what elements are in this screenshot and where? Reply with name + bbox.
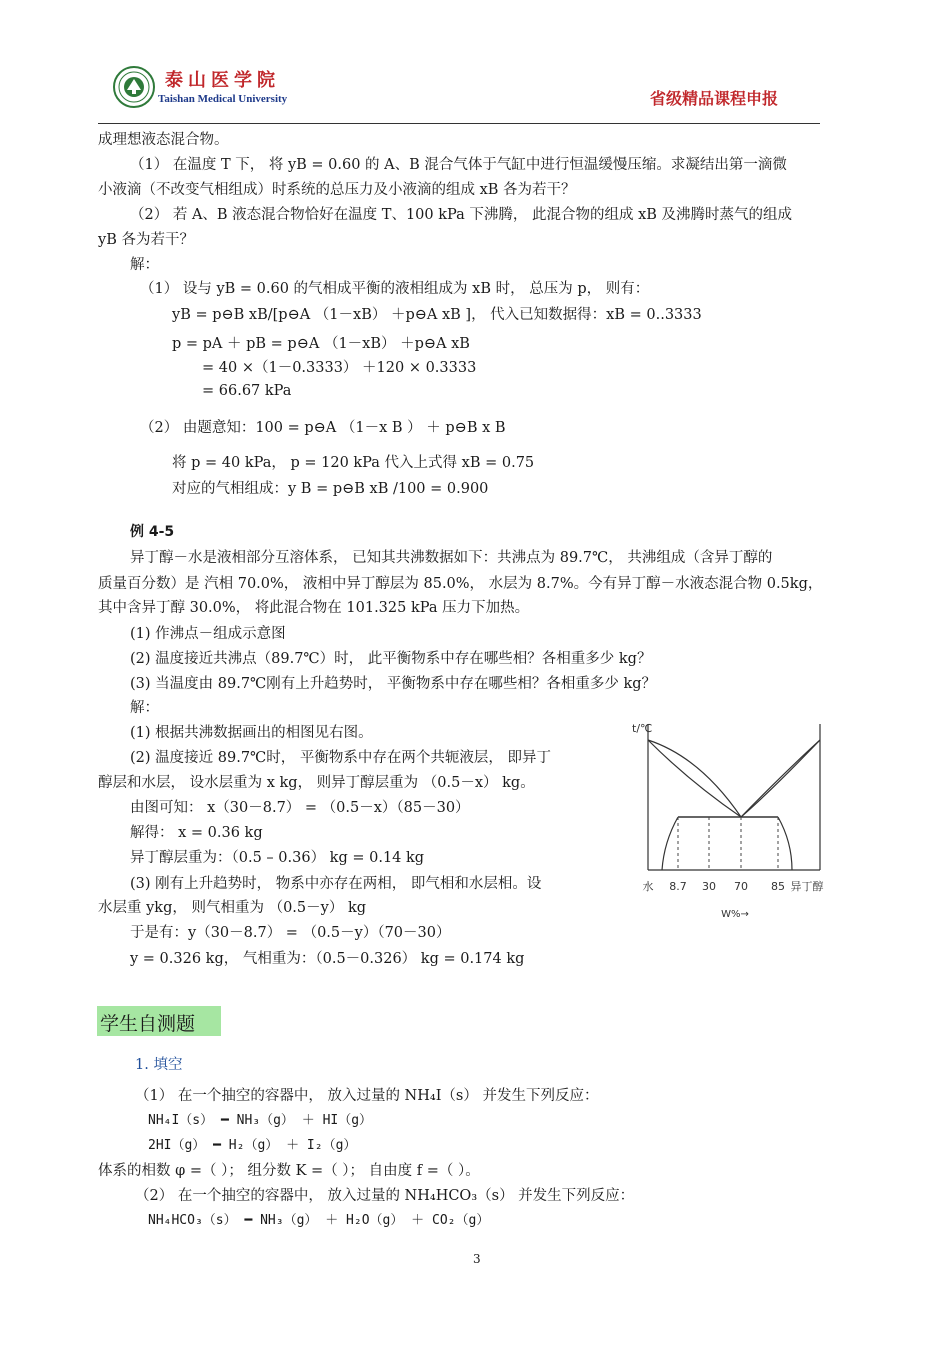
phase-diagram bbox=[620, 712, 830, 932]
body-line: （1） 设与 yB = 0.60 的气相成平衡的液相组成为 xB 时， 总压为 p， 则有： bbox=[140, 281, 650, 297]
x-tick-label: 85 bbox=[771, 880, 785, 893]
logo-emblem-icon bbox=[113, 66, 155, 108]
example-line: 质量百分数）是 汽相 70.0%， 液相中异丁醇层为 85.0%， 水层为 8.7%。今有异丁醇－水液态混合物 0.5kg， bbox=[98, 576, 823, 592]
section-title: 学生自测题 bbox=[100, 1013, 196, 1035]
body-line: 将 p = 40 kPa， p = 120 kPa 代入上式得 xB = 0.75 bbox=[172, 455, 535, 471]
example-line: y = 0.326 kg， 气相重为：（0.5－0.326） kg = 0.174 kg bbox=[130, 951, 525, 967]
bubble-curve-left bbox=[648, 740, 741, 817]
example-line: 解： bbox=[130, 700, 159, 716]
x-tick-label: 30 bbox=[702, 880, 716, 893]
x-tick-label: 8.7 bbox=[669, 880, 687, 893]
reaction-line: NH₄HCO₃（s） ━ NH₃（g） ＋ H₂O（g） ＋ CO₂（g） bbox=[148, 1213, 490, 1228]
page-number: 3 bbox=[473, 1252, 481, 1266]
reaction-line: 2HI（g） ━ H₂（g） ＋ I₂（g） bbox=[148, 1138, 357, 1153]
header-rule bbox=[98, 123, 820, 124]
body-line: 成理想液态混合物。 bbox=[98, 132, 229, 148]
example-line: (2) 温度接近共沸点（89.7℃）时， 此平衡物系中存在哪些相？各相重多少 kg？ bbox=[130, 651, 652, 667]
body-line: yB 各为若干？ bbox=[98, 232, 194, 248]
x-tick-label: 异丁醇 bbox=[790, 880, 824, 893]
equation-line: yB = p⊖B xB/[p⊖A （1－xB） ＋p⊖A xB ]， 代入已知数据得：xB = 0..3333 bbox=[172, 307, 702, 323]
body-line: （1） 在温度 T 下， 将 yB = 0.60 的 A、B 混合气体于气缸中进行恒温缓慢压缩。求凝结出第一滴微 bbox=[130, 157, 787, 173]
example-line: 由图可知： x（30－8.7） = （0.5－x）（85－30） bbox=[130, 800, 470, 816]
question-line: 体系的相数 φ =（ ）； 组分数 K =（ ）； 自由度 f =（ ）。 bbox=[98, 1163, 480, 1179]
example-title: 例 4-5 bbox=[130, 524, 175, 540]
reaction-line: NH₄I（s） ━ NH₃（g） ＋ HI（g） bbox=[148, 1113, 373, 1128]
body-line: （2） 若 A、B 液态混合物恰好在温度 T、100 kPa 下沸腾， 此混合物的组成 xB 及沸腾时蒸气的组成 bbox=[130, 207, 793, 223]
example-line: 醇层和水层， 设水层重为 x kg， 则异丁醇层重为 （0.5－x） kg。 bbox=[98, 775, 535, 791]
course-application-title: 省级精品课程申报 bbox=[650, 89, 779, 108]
example-line: 其中含异丁醇 30.0%， 将此混合物在 101.325 kPa 压力下加热。 bbox=[98, 600, 530, 616]
equation-line: = 66.67 kPa bbox=[202, 383, 292, 399]
example-line: 解得： x = 0.36 kg bbox=[130, 825, 263, 841]
example-line: 异丁醇层重为：（0.5 – 0.36） kg = 0.14 kg bbox=[130, 850, 425, 866]
example-line: 于是有：y（30－8.7） = （0.5－y）（70－30） bbox=[130, 925, 451, 941]
x-tick-label: 70 bbox=[734, 880, 748, 893]
y-axis-label: t/℃ bbox=[632, 722, 653, 735]
example-line: (2) 温度接近 89.7℃时， 平衡物系中存在两个共轭液层， 即异丁 bbox=[130, 750, 551, 766]
question-line: （1） 在一个抽空的容器中， 放入过量的 NH₄I（s） 并发生下列反应： bbox=[135, 1088, 599, 1104]
solubility-curve-butanol bbox=[778, 817, 792, 870]
school-name-cn: 泰山医学院 bbox=[165, 70, 280, 91]
example-line: 水层重 ykg， 则气相重为 （0.5－y） kg bbox=[98, 900, 367, 916]
school-name-en: Taishan Medical University bbox=[158, 93, 288, 105]
example-line: 异丁醇－水是液相部分互溶体系， 已知其共沸数据如下：共沸点为 89.7℃， 共沸组成（含异丁醇的 bbox=[130, 550, 773, 566]
body-line: 解： bbox=[130, 257, 159, 273]
example-line: (3) 当温度由 89.7℃刚有上升趋势时， 平衡物系中存在哪些相？各相重多少 kg？ bbox=[130, 676, 657, 692]
question-line: （2） 在一个抽空的容器中， 放入过量的 NH₄HCO₃（s） 并发生下列反应： bbox=[135, 1188, 635, 1204]
x-tick-label: 水 bbox=[642, 880, 654, 893]
equation-line: = 40 ×（1－0.3333） ＋120 × 0.3333 bbox=[202, 360, 477, 376]
example-line: (3) 刚有上升趋势时， 物系中亦存在两相， 即气相和水层相。设 bbox=[130, 876, 542, 892]
phase-diagram-svg bbox=[620, 712, 830, 932]
equation-line: p = pA ＋ pB = p⊖A （1－xB） ＋p⊖A xB bbox=[172, 336, 470, 352]
solubility-curve-water bbox=[662, 817, 678, 870]
dew-curve-left bbox=[648, 740, 741, 817]
example-line: (1) 作沸点－组成示意图 bbox=[130, 626, 286, 642]
body-line: （2） 由题意知：100 = p⊖A （1－x B ） ＋ p⊖B x B bbox=[140, 420, 506, 436]
example-line: (1) 根据共沸数据画出的相图见右图。 bbox=[130, 725, 373, 741]
body-line: 对应的气相组成：y B = p⊖B xB /100 = 0.900 bbox=[172, 481, 489, 497]
university-logo bbox=[113, 66, 155, 108]
x-axis-label: W%→ bbox=[721, 909, 749, 920]
body-line: 小液滴（不改变气相组成）时系统的总压力及小液滴的组成 xB 各为若干？ bbox=[98, 182, 576, 198]
question-title: 1. 填空 bbox=[135, 1057, 183, 1073]
